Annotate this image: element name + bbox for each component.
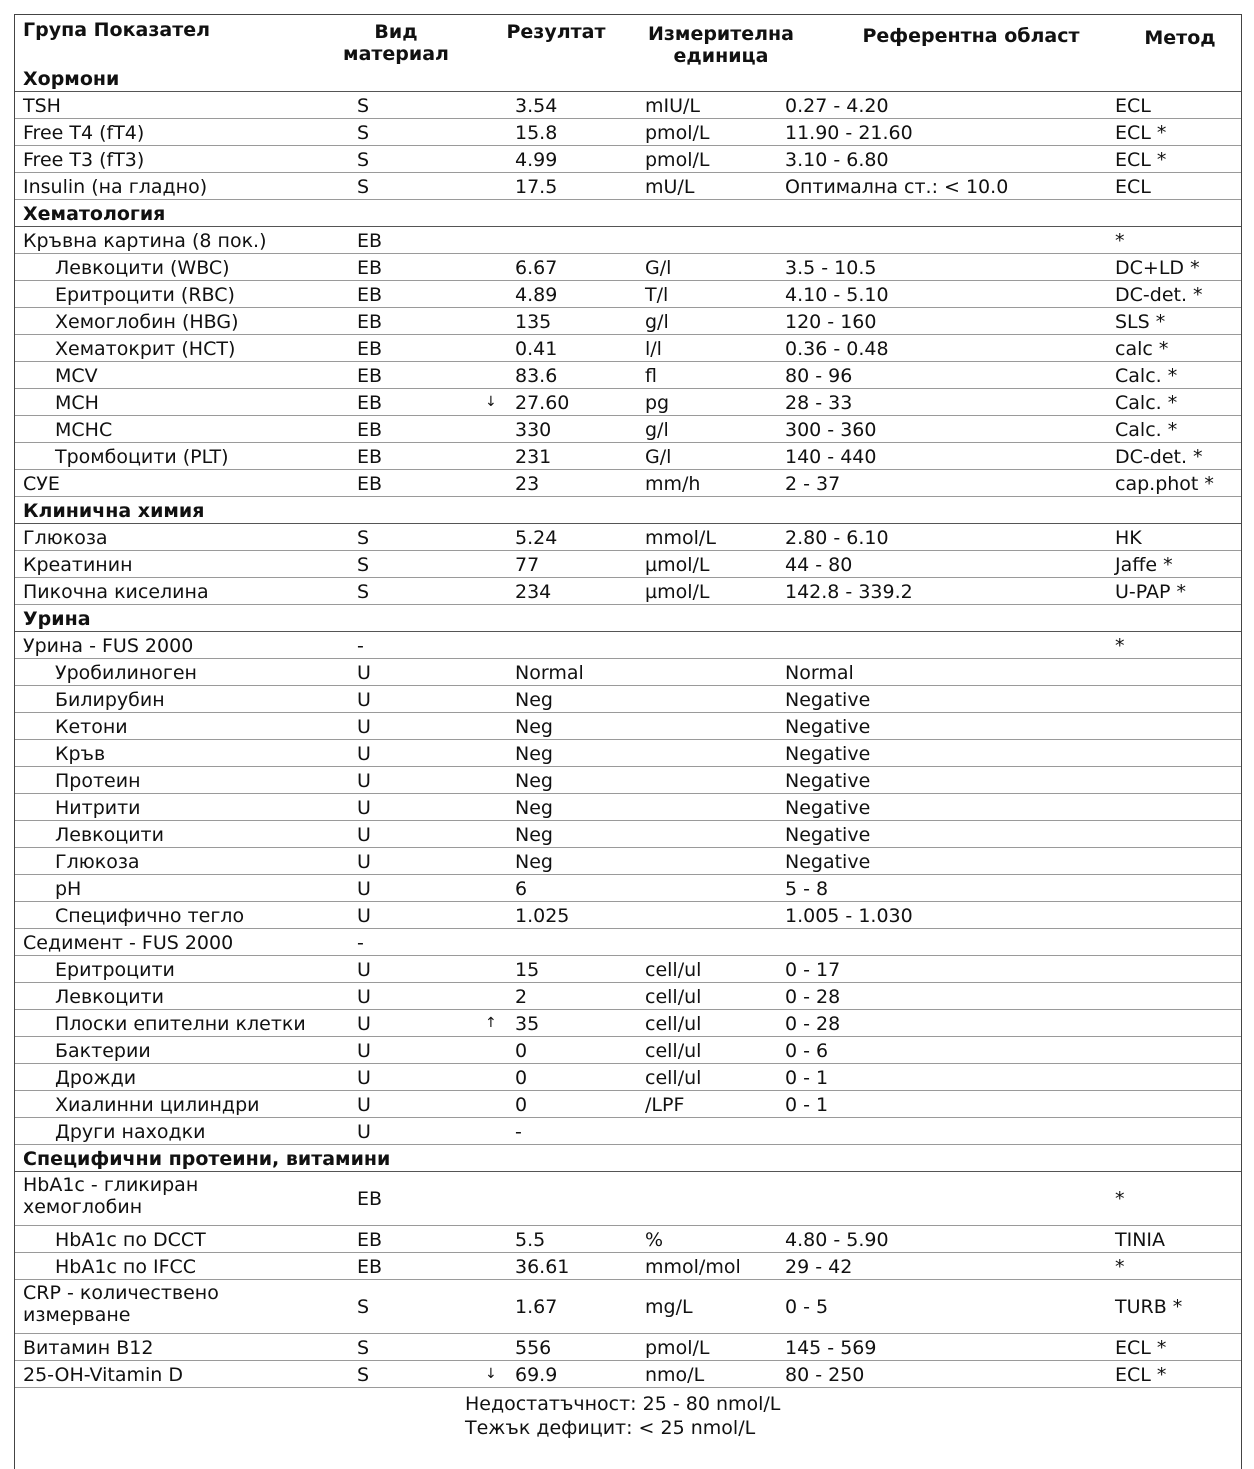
result-cell: 83.6 bbox=[515, 365, 558, 387]
test-name: Протеин bbox=[55, 770, 141, 792]
unit-cell: µmol/L bbox=[645, 554, 710, 576]
material-cell: - bbox=[357, 932, 364, 954]
test-name: MCHC bbox=[55, 419, 113, 441]
test-name: Бактерии bbox=[55, 1040, 151, 1062]
result-cell: 135 bbox=[515, 311, 552, 333]
result-cell: 0 bbox=[515, 1094, 528, 1116]
result-cell: Normal bbox=[515, 662, 584, 684]
test-name: Витамин B12 bbox=[23, 1337, 154, 1359]
unit-cell: cell/ul bbox=[645, 1013, 702, 1035]
method-cell: DC-det. * bbox=[1115, 284, 1203, 306]
reference-cell: 142.8 - 339.2 bbox=[785, 581, 913, 603]
reference-cell: 0 - 28 bbox=[785, 986, 841, 1008]
reference-cell: 300 - 360 bbox=[785, 419, 877, 441]
method-cell: * bbox=[1115, 635, 1125, 657]
header-unit: Измерителна единица bbox=[647, 23, 795, 67]
material-cell: U bbox=[357, 1067, 371, 1089]
reference-cell: 0 - 28 bbox=[785, 1013, 841, 1035]
method-cell: DC+LD * bbox=[1115, 257, 1200, 279]
test-name: Хемоглобин (HBG) bbox=[55, 311, 239, 333]
material-cell: - bbox=[357, 635, 364, 657]
table-row bbox=[15, 254, 1241, 281]
test-name: Кръв bbox=[55, 743, 106, 765]
unit-cell: pmol/L bbox=[645, 149, 710, 171]
table-row bbox=[15, 983, 1241, 1010]
unit-cell: G/l bbox=[645, 446, 672, 468]
material-cell: S bbox=[357, 122, 370, 144]
result-cell: 556 bbox=[515, 1337, 552, 1359]
section-title: Хематология bbox=[23, 203, 166, 225]
test-name: HbA1c по IFCC bbox=[55, 1256, 197, 1278]
table-row bbox=[15, 1361, 1241, 1388]
unit-cell: mU/L bbox=[645, 176, 695, 198]
method-cell: ECL * bbox=[1115, 1337, 1167, 1359]
method-cell: DC-det. * bbox=[1115, 446, 1203, 468]
table-row bbox=[15, 686, 1241, 713]
result-cell: 4.99 bbox=[515, 149, 558, 171]
material-cell: EB bbox=[357, 338, 383, 360]
unit-cell: mmol/mol bbox=[645, 1256, 741, 1278]
material-cell: U bbox=[357, 959, 371, 981]
table-row bbox=[15, 551, 1241, 578]
result-cell: 36.61 bbox=[515, 1256, 570, 1278]
material-cell: EB bbox=[357, 1229, 383, 1251]
method-cell: U-PAP * bbox=[1115, 581, 1186, 603]
material-cell: EB bbox=[357, 392, 383, 414]
table-row bbox=[15, 1037, 1241, 1064]
test-name: pH bbox=[55, 878, 82, 900]
result-cell: Neg bbox=[515, 797, 553, 819]
method-cell: ECL * bbox=[1115, 122, 1167, 144]
test-name: CRP - количествено измерване bbox=[23, 1282, 219, 1326]
method-cell: cap.phot * bbox=[1115, 473, 1214, 495]
method-cell: HK bbox=[1115, 527, 1142, 549]
reference-cell: Negative bbox=[785, 716, 871, 738]
result-cell: 6 bbox=[515, 878, 528, 900]
result-cell: Neg bbox=[515, 689, 553, 711]
unit-cell: mg/L bbox=[645, 1296, 693, 1318]
arrow-up-icon: ↑ bbox=[485, 1015, 497, 1031]
reference-cell: 4.10 - 5.10 bbox=[785, 284, 889, 306]
table-row bbox=[15, 713, 1241, 740]
reference-cell: 80 - 250 bbox=[785, 1364, 865, 1386]
test-name: Нитрити bbox=[55, 797, 141, 819]
reference-cell: 11.90 - 21.60 bbox=[785, 122, 913, 144]
table-row bbox=[15, 659, 1241, 686]
table-row bbox=[15, 956, 1241, 983]
result-cell: Neg bbox=[515, 824, 553, 846]
test-name: HbA1c - гликиран хемоглобин bbox=[23, 1174, 199, 1218]
result-cell: 3.54 bbox=[515, 95, 558, 117]
table-row bbox=[15, 1172, 1241, 1226]
table-row bbox=[15, 443, 1241, 470]
material-cell: EB bbox=[357, 284, 383, 306]
unit-cell: µmol/L bbox=[645, 581, 710, 603]
reference-cell: 80 - 96 bbox=[785, 365, 853, 387]
test-name: Тромбоцити (PLT) bbox=[55, 446, 229, 468]
table-row bbox=[15, 389, 1241, 416]
reference-cell: 0.36 - 0.48 bbox=[785, 338, 889, 360]
table-row bbox=[15, 524, 1241, 551]
unit-cell: cell/ul bbox=[645, 1040, 702, 1062]
reference-cell: Normal bbox=[785, 662, 854, 684]
test-name: Insulin (на гладно) bbox=[23, 176, 208, 198]
table-row bbox=[15, 362, 1241, 389]
material-cell: U bbox=[357, 1121, 371, 1143]
method-cell: * bbox=[1115, 1256, 1125, 1278]
result-cell: 2 bbox=[515, 986, 528, 1008]
header-method: Метод bbox=[1144, 27, 1216, 49]
test-name: Специфично тегло bbox=[55, 905, 245, 927]
reference-cell: Negative bbox=[785, 797, 871, 819]
method-cell: * bbox=[1115, 230, 1125, 252]
method-cell: ECL bbox=[1115, 95, 1151, 117]
test-name: Free T4 (fT4) bbox=[23, 122, 145, 144]
unit-cell: pg bbox=[645, 392, 670, 414]
material-cell: U bbox=[357, 770, 371, 792]
unit-cell: % bbox=[645, 1229, 664, 1251]
material-cell: S bbox=[357, 1364, 370, 1386]
test-name: MCH bbox=[55, 392, 99, 414]
table-row bbox=[15, 632, 1241, 659]
test-name: Глюкоза bbox=[23, 527, 108, 549]
result-cell: 1.67 bbox=[515, 1296, 558, 1318]
material-cell: EB bbox=[357, 419, 383, 441]
reference-cell: 3.10 - 6.80 bbox=[785, 149, 889, 171]
material-cell: EB bbox=[357, 1188, 383, 1210]
material-cell: S bbox=[357, 581, 370, 603]
section-header bbox=[15, 497, 1241, 524]
table-row bbox=[15, 767, 1241, 794]
table-row bbox=[15, 875, 1241, 902]
test-name: Левкоцити bbox=[55, 986, 164, 1008]
result-cell: 5.5 bbox=[515, 1229, 546, 1251]
material-cell: S bbox=[357, 95, 370, 117]
table-row bbox=[15, 119, 1241, 146]
table-row bbox=[15, 1280, 1241, 1334]
reference-cell: 29 - 42 bbox=[785, 1256, 853, 1278]
unit-cell: mIU/L bbox=[645, 95, 701, 117]
material-cell: EB bbox=[357, 446, 383, 468]
test-name: Кръвна картина (8 пок.) bbox=[23, 230, 267, 252]
material-cell: S bbox=[357, 1296, 370, 1318]
result-cell: 23 bbox=[515, 473, 540, 495]
material-cell: EB bbox=[357, 365, 383, 387]
test-name: СУЕ bbox=[23, 473, 60, 495]
section-header bbox=[15, 65, 1241, 92]
section-header bbox=[15, 605, 1241, 632]
reference-cell: 44 - 80 bbox=[785, 554, 853, 576]
footnote-line: Тежък дефицит: < 25 nmol/L bbox=[465, 1417, 756, 1439]
test-name: Уробилиноген bbox=[55, 662, 197, 684]
unit-cell: G/l bbox=[645, 257, 672, 279]
test-name: Левкоцити bbox=[55, 824, 164, 846]
reference-cell: 0 - 1 bbox=[785, 1094, 829, 1116]
section-header bbox=[15, 200, 1241, 227]
reference-cell: Negative bbox=[785, 689, 871, 711]
table-row bbox=[15, 281, 1241, 308]
method-cell: ECL * bbox=[1115, 149, 1167, 171]
table-row bbox=[15, 92, 1241, 119]
result-cell: Neg bbox=[515, 770, 553, 792]
table-row bbox=[15, 902, 1241, 929]
test-name: Еритроцити bbox=[55, 959, 175, 981]
arrow-down-icon: ↓ bbox=[485, 394, 497, 410]
table-row bbox=[15, 146, 1241, 173]
reference-cell: 2.80 - 6.10 bbox=[785, 527, 889, 549]
test-name: Глюкоза bbox=[55, 851, 140, 873]
result-cell: 0 bbox=[515, 1040, 528, 1062]
table-row bbox=[15, 1064, 1241, 1091]
unit-cell: nmo/L bbox=[645, 1364, 705, 1386]
unit-cell: /LPF bbox=[645, 1094, 685, 1116]
test-name: Пикочна киселина bbox=[23, 581, 209, 603]
lab-results-sheet bbox=[14, 14, 1242, 1469]
unit-cell: mm/h bbox=[645, 473, 701, 495]
test-name: 25-OH-Vitamin D bbox=[23, 1364, 183, 1386]
reference-cell: Negative bbox=[785, 770, 871, 792]
method-cell: TURB * bbox=[1115, 1296, 1183, 1318]
unit-cell: mmol/L bbox=[645, 527, 716, 549]
reference-cell: 140 - 440 bbox=[785, 446, 877, 468]
header-group: Група Показател bbox=[23, 19, 211, 41]
result-cell: 27.60 bbox=[515, 392, 570, 414]
table-row bbox=[15, 794, 1241, 821]
result-cell: 5.24 bbox=[515, 527, 558, 549]
material-cell: S bbox=[357, 527, 370, 549]
unit-cell: cell/ul bbox=[645, 959, 702, 981]
reference-cell: 0 - 5 bbox=[785, 1296, 829, 1318]
header-material: Вид материал bbox=[343, 21, 449, 65]
table-row bbox=[15, 1226, 1241, 1253]
reference-cell: 5 - 8 bbox=[785, 878, 829, 900]
table-row bbox=[15, 740, 1241, 767]
method-cell: ECL bbox=[1115, 176, 1151, 198]
reference-cell: 120 - 160 bbox=[785, 311, 877, 333]
material-cell: S bbox=[357, 149, 370, 171]
method-cell: Calc. * bbox=[1115, 419, 1178, 441]
material-cell: U bbox=[357, 797, 371, 819]
section-title: Урина bbox=[23, 608, 91, 630]
table-row bbox=[15, 470, 1241, 497]
material-cell: EB bbox=[357, 473, 383, 495]
table-header bbox=[15, 15, 1241, 65]
test-name: Хематокрит (HCT) bbox=[55, 338, 236, 360]
section-title: Специфични протеини, витамини bbox=[23, 1148, 391, 1170]
test-name: Други находки bbox=[55, 1121, 206, 1143]
result-cell: 234 bbox=[515, 581, 552, 603]
method-cell: Calc. * bbox=[1115, 392, 1178, 414]
table-row bbox=[15, 1253, 1241, 1280]
section-title: Хормони bbox=[23, 68, 120, 90]
result-cell: - bbox=[515, 1121, 522, 1143]
reference-cell: 0 - 17 bbox=[785, 959, 841, 981]
unit-cell: g/l bbox=[645, 311, 669, 333]
result-cell: Neg bbox=[515, 851, 553, 873]
method-cell: Jaffe * bbox=[1115, 554, 1173, 576]
material-cell: U bbox=[357, 689, 371, 711]
test-name: Плоски епителни клетки bbox=[55, 1013, 306, 1035]
test-name: Седимент - FUS 2000 bbox=[23, 932, 234, 954]
material-cell: U bbox=[357, 824, 371, 846]
section-header bbox=[15, 1145, 1241, 1172]
result-cell: 0.41 bbox=[515, 338, 558, 360]
method-cell: Calc. * bbox=[1115, 365, 1178, 387]
result-cell: 15.8 bbox=[515, 122, 558, 144]
result-cell: 4.89 bbox=[515, 284, 558, 306]
test-name: Урина - FUS 2000 bbox=[23, 635, 194, 657]
material-cell: S bbox=[357, 176, 370, 198]
material-cell: S bbox=[357, 1337, 370, 1359]
material-cell: EB bbox=[357, 311, 383, 333]
table-row bbox=[15, 821, 1241, 848]
test-name: TSH bbox=[23, 95, 61, 117]
test-name: Левкоцити (WBC) bbox=[55, 257, 230, 279]
header-result: Резултат bbox=[506, 21, 606, 43]
test-name: Хиалинни цилиндри bbox=[55, 1094, 260, 1116]
table-row bbox=[15, 1010, 1241, 1037]
material-cell: U bbox=[357, 662, 371, 684]
result-cell: 69.9 bbox=[515, 1364, 558, 1386]
reference-cell: 4.80 - 5.90 bbox=[785, 1229, 889, 1251]
result-cell: 15 bbox=[515, 959, 540, 981]
header-reference: Референтна област bbox=[862, 25, 1080, 47]
result-cell: 231 bbox=[515, 446, 552, 468]
material-cell: U bbox=[357, 905, 371, 927]
table-row bbox=[15, 1334, 1241, 1361]
result-cell: 330 bbox=[515, 419, 552, 441]
table-row bbox=[15, 173, 1241, 200]
reference-cell: 2 - 37 bbox=[785, 473, 841, 495]
material-cell: EB bbox=[357, 230, 383, 252]
reference-cell: 0 - 1 bbox=[785, 1067, 829, 1089]
unit-cell: cell/ul bbox=[645, 1067, 702, 1089]
result-cell: 6.67 bbox=[515, 257, 558, 279]
reference-cell: 3.5 - 10.5 bbox=[785, 257, 877, 279]
result-cell: 77 bbox=[515, 554, 540, 576]
method-cell: ECL * bbox=[1115, 1364, 1167, 1386]
result-cell: 1.025 bbox=[515, 905, 570, 927]
table-row bbox=[15, 1091, 1241, 1118]
method-cell: calc * bbox=[1115, 338, 1169, 360]
test-name: Кетони bbox=[55, 716, 128, 738]
material-cell: U bbox=[357, 1040, 371, 1062]
result-cell: Neg bbox=[515, 716, 553, 738]
material-cell: U bbox=[357, 878, 371, 900]
unit-cell: fl bbox=[645, 365, 657, 387]
material-cell: U bbox=[357, 743, 371, 765]
reference-cell: 1.005 - 1.030 bbox=[785, 905, 913, 927]
result-cell: 17.5 bbox=[515, 176, 558, 198]
test-name: Креатинин bbox=[23, 554, 133, 576]
reference-cell: 0 - 6 bbox=[785, 1040, 829, 1062]
unit-cell: pmol/L bbox=[645, 122, 710, 144]
method-cell: * bbox=[1115, 1188, 1125, 1210]
test-name: Дрожди bbox=[55, 1067, 137, 1089]
material-cell: U bbox=[357, 716, 371, 738]
result-cell: 35 bbox=[515, 1013, 540, 1035]
unit-cell: pmol/L bbox=[645, 1337, 710, 1359]
reference-cell: 28 - 33 bbox=[785, 392, 853, 414]
table-row bbox=[15, 416, 1241, 443]
unit-cell: l/l bbox=[645, 338, 662, 360]
material-cell: EB bbox=[357, 257, 383, 279]
reference-cell: Negative bbox=[785, 851, 871, 873]
reference-cell: Negative bbox=[785, 743, 871, 765]
result-cell: 0 bbox=[515, 1067, 528, 1089]
table-row bbox=[15, 227, 1241, 254]
table-row bbox=[15, 1118, 1241, 1145]
material-cell: U bbox=[357, 1094, 371, 1116]
material-cell: U bbox=[357, 986, 371, 1008]
material-cell: S bbox=[357, 554, 370, 576]
section-title: Клинична химия bbox=[23, 500, 205, 522]
unit-cell: cell/ul bbox=[645, 986, 702, 1008]
material-cell: U bbox=[357, 851, 371, 873]
method-cell: TINIA bbox=[1115, 1229, 1166, 1251]
method-cell: SLS * bbox=[1115, 311, 1166, 333]
test-name: Еритроцити (RBC) bbox=[55, 284, 235, 306]
material-cell: EB bbox=[357, 1256, 383, 1278]
table-row bbox=[15, 308, 1241, 335]
reference-cell: 145 - 569 bbox=[785, 1337, 877, 1359]
reference-cell: Оптимална ст.: < 10.0 bbox=[785, 176, 1009, 198]
footnote-line: Недостатъчност: 25 - 80 nmol/L bbox=[465, 1393, 781, 1415]
reference-cell: Negative bbox=[785, 824, 871, 846]
unit-cell: g/l bbox=[645, 419, 669, 441]
result-cell: Neg bbox=[515, 743, 553, 765]
table-row bbox=[15, 335, 1241, 362]
material-cell: U bbox=[357, 1013, 371, 1035]
table-row bbox=[15, 848, 1241, 875]
test-name: HbA1c по DCCT bbox=[55, 1229, 206, 1251]
test-name: Билирубин bbox=[55, 689, 165, 711]
reference-cell: 0.27 - 4.20 bbox=[785, 95, 889, 117]
table-row bbox=[15, 578, 1241, 605]
table-row bbox=[15, 929, 1241, 956]
test-name: MCV bbox=[55, 365, 98, 387]
unit-cell: T/l bbox=[645, 284, 669, 306]
test-name: Free T3 (fT3) bbox=[23, 149, 145, 171]
arrow-down-icon: ↓ bbox=[485, 1366, 497, 1382]
